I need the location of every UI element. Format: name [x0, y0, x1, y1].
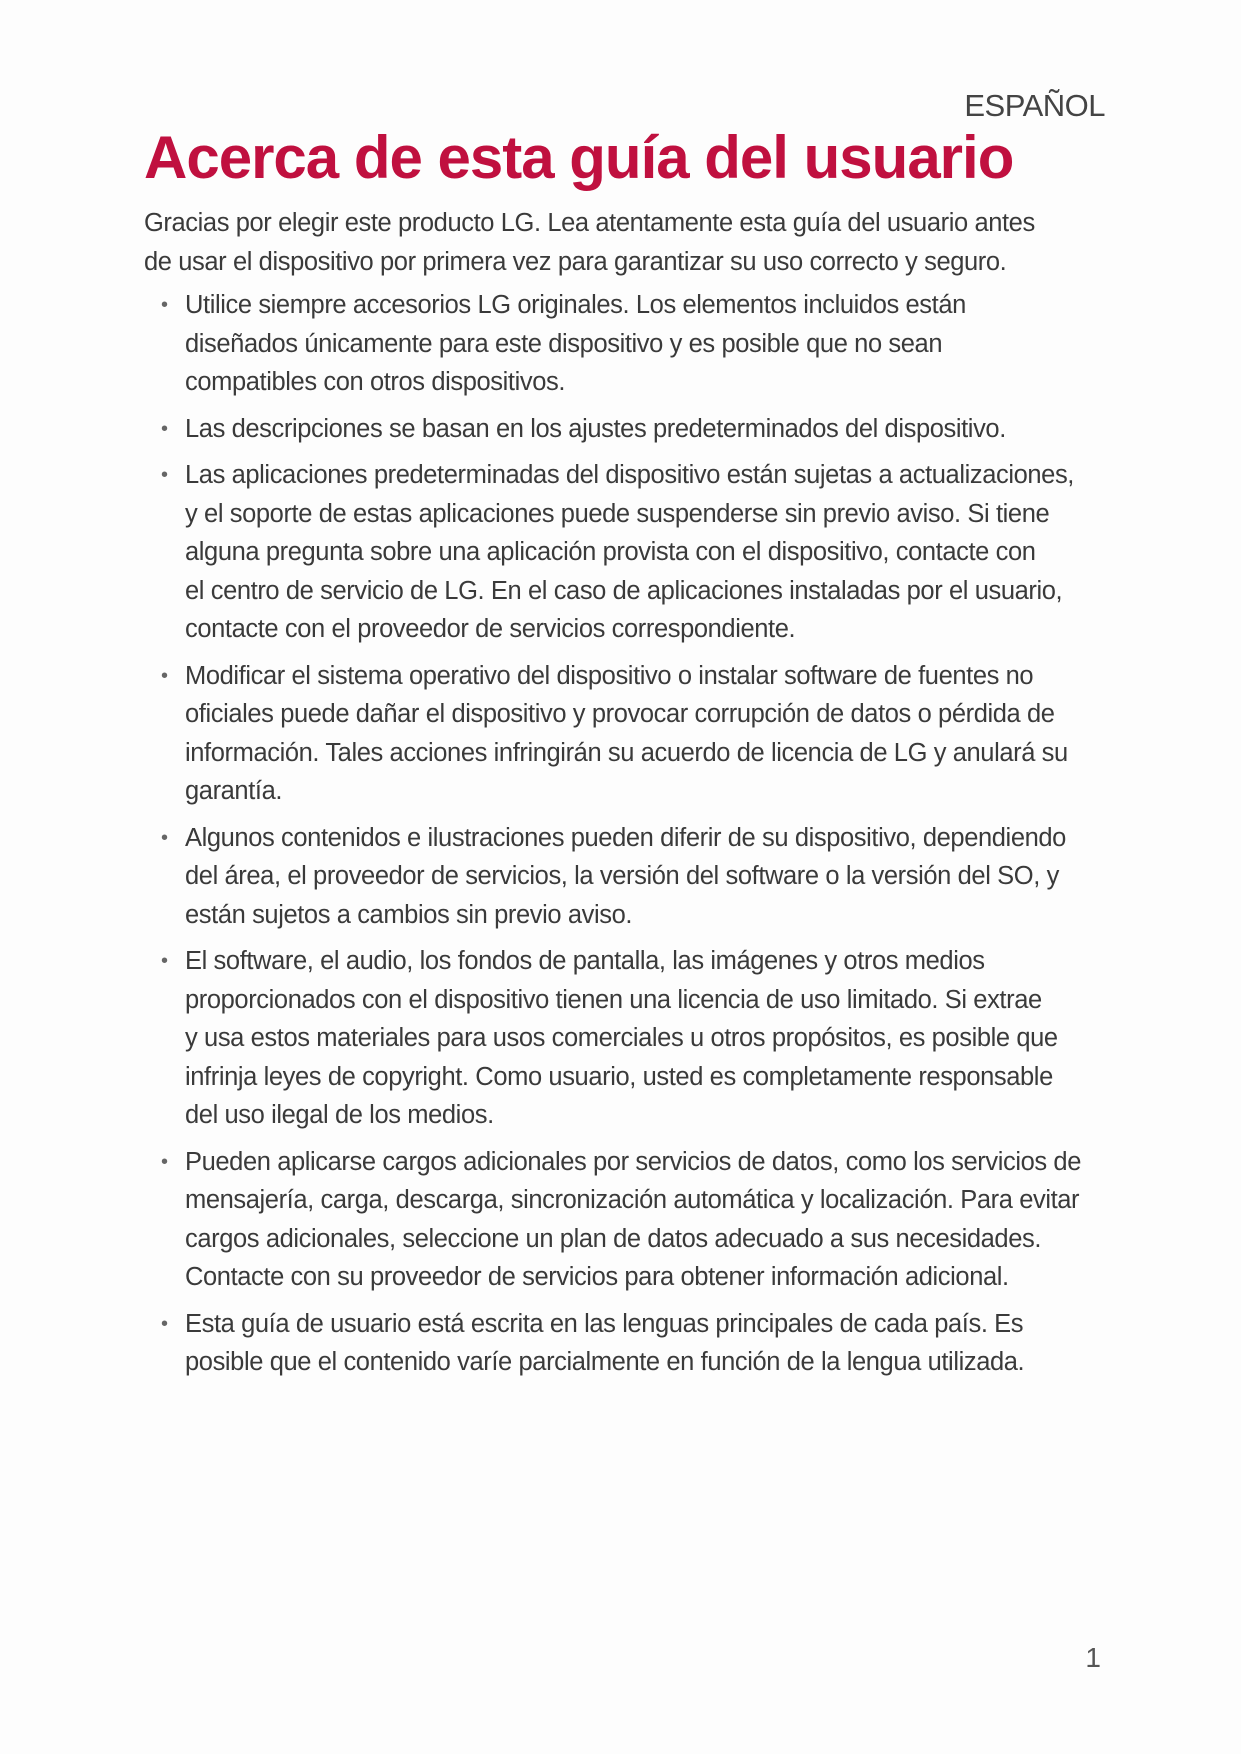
bullet-item [161, 286, 1081, 402]
bullet-icon: • [161, 1150, 169, 1173]
page-title: Acerca de esta guía del usuario [144, 124, 1014, 191]
bullet-line: Modificar el sistema operativo del dispositivo o instalar software de fuentes no [185, 661, 1034, 690]
bullet-line: contacte con el proveedor de servicios correspondiente. [185, 615, 796, 643]
bullet-line: mensajería, carga, descarga, sincronización automática y localización. Para evitar [185, 1186, 1080, 1214]
bullet-item [161, 942, 1081, 1135]
bullet-line: diseñados únicamente para este dispositivo y es posible que no sean [185, 329, 943, 358]
bullet-line: proporcionados con el dispositivo tienen una licencia de uso limitado. Si extrae [185, 985, 1042, 1014]
bullet-line: Pueden aplicarse cargos adicionales por servicios de datos, como los servicios de [185, 1147, 1081, 1176]
bullet-line: el centro de servicio de LG. En el caso de aplicaciones instaladas por el usuario, [185, 576, 1063, 605]
bullet-line: compatibles con otros dispositivos. [185, 368, 566, 396]
bullet-line: del área, el proveedor de servicios, la versión del software o la versión del SO, y [185, 862, 1059, 890]
bullet-item [161, 410, 1081, 449]
bullet-line: Las descripciones se basan en los ajustes predeterminados del dispositivo. [185, 414, 1006, 443]
bullet-icon: • [161, 950, 169, 972]
bullet-item [161, 1143, 1081, 1297]
bullet-line: están sujetos a cambios sin previo aviso. [185, 900, 633, 929]
bullet-item [161, 819, 1081, 935]
intro-line: Gracias por elegir este producto LG. Lea atentamente esta guía del usuario antes [144, 209, 1035, 237]
bullet-icon: • [161, 464, 169, 486]
bullet-line: garantía. [185, 777, 283, 805]
bullet-item [161, 1305, 1081, 1382]
bullet-line: información. Tales acciones infringirán su acuerdo de licencia de LG y anulará su [185, 738, 1068, 767]
bullet-list [161, 286, 1081, 1390]
bullet-item [161, 657, 1081, 811]
bullet-line: posible que el contenido varíe parcialmente en función de la lengua utilizada. [185, 1348, 1025, 1376]
bullet-line: oficiales puede dañar el dispositivo y provocar corrupción de datos o pérdida de [185, 700, 1055, 728]
bullet-line: El software, el audio, los fondos de pantalla, las imágenes y otros medios [185, 947, 985, 975]
bullet-icon: • [161, 294, 169, 316]
bullet-line: alguna pregunta sobre una aplicación provista con el dispositivo, contacte con [185, 538, 1036, 566]
bullet-line: Contacte con su proveedor de servicios para obtener información adicional. [185, 1263, 1009, 1291]
bullet-icon: • [161, 417, 169, 440]
bullet-line: y usa estos materiales para usos comerciales u otros propósitos, es posible que [185, 1024, 1058, 1052]
bullet-line: cargos adicionales, seleccione un plan de datos adecuado a sus necesidades. [185, 1224, 1042, 1253]
bullet-line: Las aplicaciones predeterminadas del dispositivo están sujetas a actualizaciones, [185, 461, 1074, 489]
bullet-item [161, 456, 1081, 649]
intro-paragraph [144, 204, 1035, 281]
page-number: 1 [1085, 1642, 1101, 1673]
bullet-icon: • [161, 826, 169, 849]
bullet-line: del uso ilegal de los medios. [185, 1101, 494, 1129]
language-label: ESPAÑOL [964, 88, 1105, 123]
bullet-line: Algunos contenidos e ilustraciones pueden diferir de su dispositivo, dependiendo [185, 823, 1066, 852]
bullet-line: Utilice siempre accesorios LG originales. Los elementos incluidos están [185, 291, 966, 319]
bullet-icon: • [161, 664, 169, 687]
bullet-line: y el soporte de estas aplicaciones puede suspenderse sin previo aviso. Si tiene [185, 499, 1050, 528]
intro-line: de usar el dispositivo por primera vez para garantizar su uso correcto y seguro. [144, 247, 1007, 276]
bullet-line: Esta guía de usuario está escrita en las lenguas principales de cada país. Es [185, 1309, 1024, 1338]
bullet-icon: • [161, 1312, 169, 1335]
bullet-line: infrinja leyes de copyright. Como usuario, usted es completamente responsable [185, 1062, 1053, 1091]
